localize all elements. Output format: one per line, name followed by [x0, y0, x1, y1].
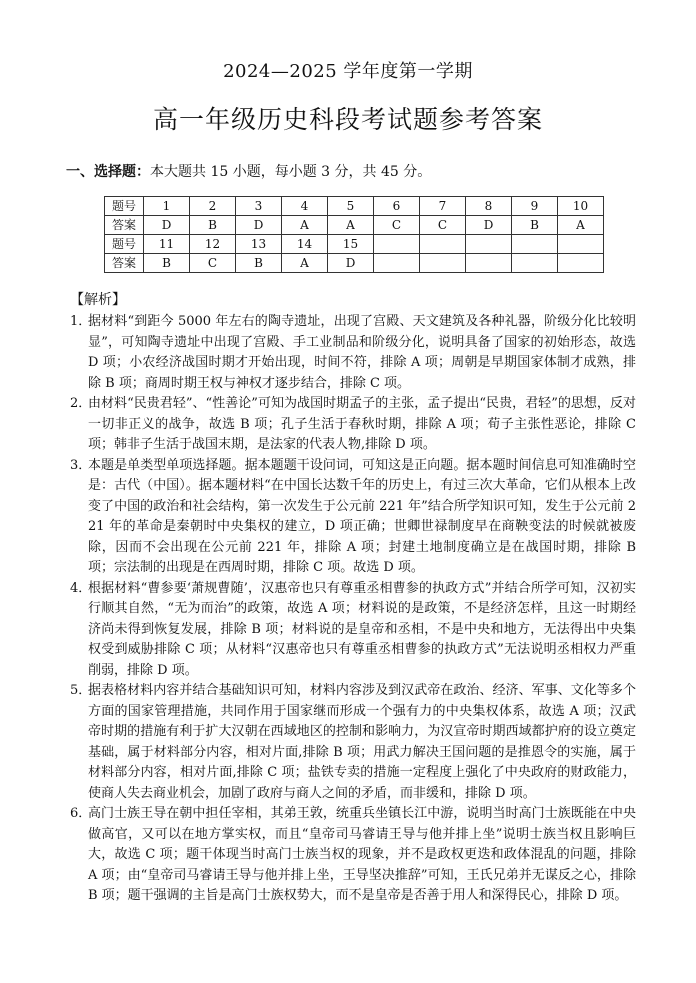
analysis-item-number: 1． — [70, 314, 92, 329]
section-label: 一、选择题： — [66, 164, 150, 180]
question-number-row — [105, 197, 604, 216]
section-description: 本大题共 15 小题，每小题 3 分，共 45 分。 — [150, 164, 432, 180]
answer-key-table-body — [105, 197, 604, 273]
table-cell: 11 — [144, 235, 190, 254]
document-title-main: 高一年级历史科段考试题参考答案 — [152, 105, 543, 134]
table-cell: 12 — [190, 235, 236, 254]
table-cell: B — [236, 254, 282, 273]
question-number-row — [105, 235, 604, 254]
analysis-item-number: 5． — [70, 683, 92, 698]
analysis-item — [70, 681, 636, 804]
table-cell: C — [420, 216, 466, 235]
table-cell: 13 — [236, 235, 282, 254]
analysis-item — [70, 456, 636, 579]
table-cell: D — [144, 216, 190, 235]
section-multiple-choice-heading — [66, 162, 431, 182]
table-cell: B — [144, 254, 190, 273]
table-cell — [374, 254, 420, 273]
row-label-cell: 题号 — [105, 197, 144, 216]
table-cell — [420, 235, 466, 254]
table-cell — [466, 254, 512, 273]
row-label-cell: 答案 — [105, 216, 144, 235]
analysis-item-text: 本题是单类型单项选择题。据本题题干设问词，可知这是正向题。据本题时间信息可知准确时空是：古代（中国）。据本题材料“在中国长达数千年的历史上，有过三次大革命，它们从根本上改变了中国的政治和社会结构，第一次发生于公元前 221 年”结合所学知识可知，发生于公元前 221 年的革命是秦朝时中央集权的建立，D 项正确；世卿世禄制度早在商鞅变法的时候就被废除，因而不会出现在公元前 221 年，排除 A 项；封建土地制度确立是在战国时期，排除 B 项；宗法制的出现是在西周时期，排除 C 项。故选 D 项。 — [88, 457, 636, 575]
table-cell: B — [512, 216, 558, 235]
table-cell: C — [374, 216, 420, 235]
table-cell — [374, 235, 420, 254]
table-cell: A — [558, 216, 604, 235]
table-cell: B — [190, 216, 236, 235]
table-cell: 9 — [512, 197, 558, 216]
table-cell: D — [236, 216, 282, 235]
answer-row — [105, 216, 604, 235]
table-cell: 8 — [466, 197, 512, 216]
analysis-item-text: 根据材料“曹参要‘萧规曹随’，汉惠帝也只有尊重丞相曹参的执政方式”并结合所学可知，汉初实行顺其自然，“无为而治”的政策，故选 A 项；材料说的是政策，不是经济怎样，且这一时期经济尚未得到恢复发展，排除 B 项；材料说的是皇帝和丞相，不是中央和地方，无法得出中央集权受到威胁排除 C 项；从材料“汉惠帝也只有尊重丞相曹参的执政方式”无法说明丞相权力严重削弱，排除 D 项。 — [88, 580, 636, 678]
analysis-item — [70, 394, 636, 456]
table-cell: 6 — [374, 197, 420, 216]
table-cell: D — [466, 216, 512, 235]
table-cell: A — [282, 254, 328, 273]
table-cell: 4 — [282, 197, 328, 216]
table-cell — [420, 254, 466, 273]
table-cell — [512, 235, 558, 254]
table-cell — [558, 254, 604, 273]
table-cell: 14 — [282, 235, 328, 254]
analysis-item-text: 据表格材料内容并结合基础知识可知，材料内容涉及到汉武帝在政治、经济、军事、文化等多个方面的国家管理措施，共同作用于国家继而形成一个强有力的中央集权体系，故选 A 项；汉武帝时期的措施有利于扩大汉朝在西域地区的控制和影响力，为汉宣帝时期西域都护府的设立奠定基础，属于材料部分内容，相对片面,排除 B 项；用武力解决王国问题的是推恩令的实施，属于材料部分内容，相对片面,排除 C 项；盐铁专卖的措施一定程度上强化了中央政府的财政能力，使商人失去商业机会，加剧了政府与商人之间的矛盾，而非缓和，排除 D 项。 — [88, 683, 636, 801]
analysis-item — [70, 312, 636, 394]
analysis-items — [70, 312, 636, 907]
table-cell: 10 — [558, 197, 604, 216]
analysis-heading: 【解析】 — [70, 292, 126, 308]
table-cell: A — [282, 216, 328, 235]
table-cell: 3 — [236, 197, 282, 216]
table-cell: C — [190, 254, 236, 273]
analysis-item — [70, 804, 636, 907]
table-cell: 5 — [328, 197, 374, 216]
analysis-item-number: 2． — [70, 396, 92, 411]
table-cell: 2 — [190, 197, 236, 216]
table-cell: 15 — [328, 235, 374, 254]
analysis-item — [70, 579, 636, 682]
row-label-cell: 题号 — [105, 235, 144, 254]
table-cell: 7 — [420, 197, 466, 216]
table-cell — [512, 254, 558, 273]
answer-row — [105, 254, 604, 273]
table-cell: A — [328, 216, 374, 235]
analysis-item-text: 由材料“民贵君轻”、“性善论”可知为战国时期孟子的主张，孟子提出“民贵，君轻”的思想，反对一切非正义的战争，故选 B 项；孔子生活于春秋时期，排除 A 项；荀子主张性恶论，排除 C 项；韩非子生活于战国末期，是法家的代表人物,排除 D 项。 — [88, 396, 636, 452]
answer-key-table — [104, 196, 604, 273]
table-cell: 1 — [144, 197, 190, 216]
analysis-item-number: 3． — [70, 457, 92, 473]
analysis-item-text: 据材料“到距今 5000 年左右的陶寺遗址，出现了宫殿、天文建筑及各种礼器，阶级分化比较明显”，可知陶寺遗址中出现了宫殿、手工业制品和阶级分化，说明具备了国家的初始形态，故选 D 项；小农经济战国时期才开始出现，时间不符，排除 A 项；周朝是早期国家体制才成熟，排除 B 项；商周时期王权与神权才逐步结合，排除 C 项。 — [88, 314, 636, 391]
row-label-cell: 答案 — [105, 254, 144, 273]
table-cell — [466, 235, 512, 254]
analysis-item-number: 4． — [70, 580, 92, 596]
analysis-item-number: 6． — [70, 806, 92, 821]
table-cell — [558, 235, 604, 254]
analysis-item-text: 高门士族王导在朝中担任宰相，其弟王敦，统重兵坐镇长江中游，说明当时高门士族既能在中央做高官，又可以在地方掌实权，而且“皇帝司马睿请王导与他并排上坐”说明士族当权且影响巨大，故选 C 项；题干体现当时高门士族当权的现象，并不是政权更迭和政体混乱的问题，排除 A 项；由“皇帝司马睿请王导与他并排上坐，王导坚决推辞”可知，王氏兄弟并无谋反之心，排除 B 项；题干强调的主旨是高门士族权势大，而不是皇帝是否善于用人和深得民心，排除 D 项。 — [88, 806, 636, 903]
document-title-term: 2024—2025 学年度第一学期 — [223, 61, 473, 82]
table-cell: D — [328, 254, 374, 273]
